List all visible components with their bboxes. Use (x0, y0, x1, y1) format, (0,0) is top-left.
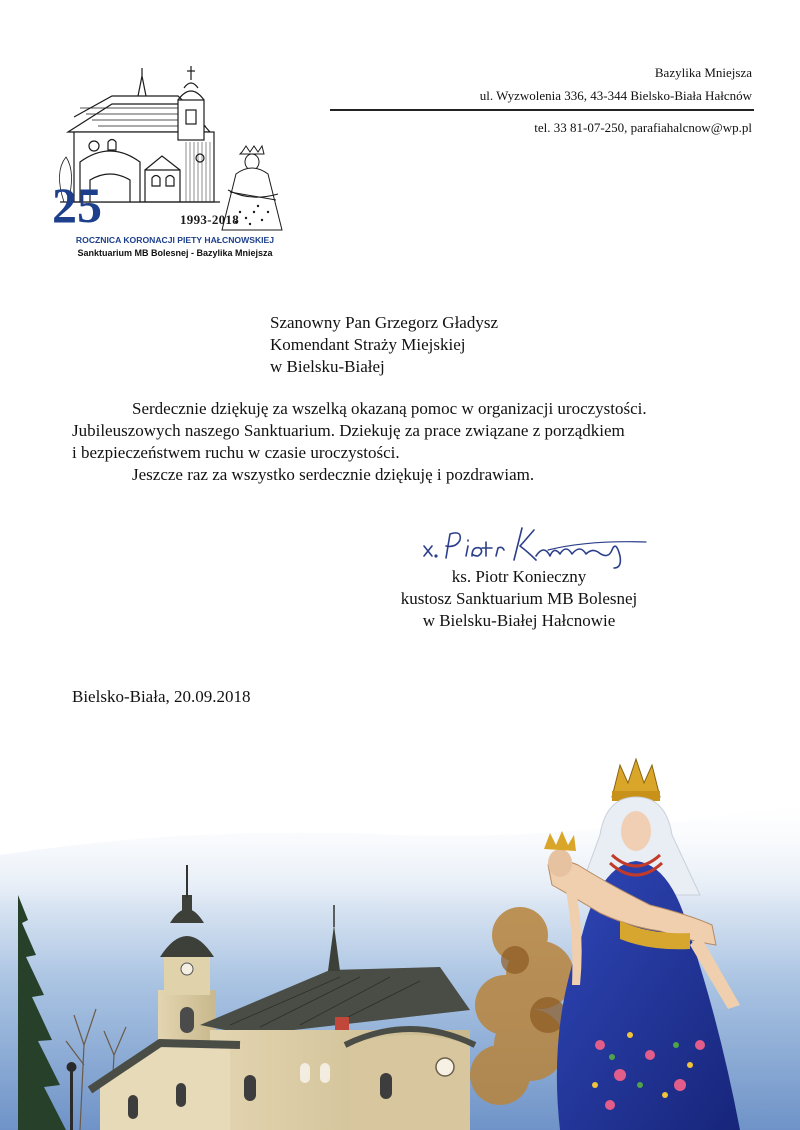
letter-body (72, 398, 647, 486)
body-line: i bezpieczeństwem ruchu w czasie uroczystości. (72, 443, 400, 462)
anniversary-logo (50, 62, 300, 267)
header-contact: tel. 33 81-07-250, parafiahalcnow@wp.pl (534, 120, 752, 135)
logo-caption-2: Sanktuarium MB Bolesnej - Bazylika Mniejsza (77, 248, 273, 258)
sender-block (388, 566, 650, 632)
body-line: Serdecznie dziękuję za wszelką okazaną pomoc w organizacji uroczystości. (132, 399, 647, 418)
body-line: Jubileuszowych naszego Sanktuarium. Dziekuję za prace związane z porządkiem (72, 421, 625, 440)
recipient-line: Komendant Straży Miejskiej (270, 335, 466, 354)
logo-caption-1: ROCZNICA KORONACJI PIETY HAŁCNOWSKIEJ (75, 235, 275, 245)
date-place: Bielsko-Biała, 20.09.2018 (72, 687, 251, 706)
sender-title: kustosz Sanktuarium MB Bolesnej (400, 589, 638, 608)
handwritten-signature (388, 520, 652, 572)
anniversary-number: 25 (52, 177, 102, 233)
header-divider (330, 109, 754, 111)
header-address: ul. Wyzwolenia 336, 43-344 Bielsko-Biała Hałcnów (479, 88, 752, 103)
recipient-block (270, 312, 498, 378)
body-line: Jeszcze raz za wszystko serdecznie dziękuję i pozdrawiam. (132, 465, 535, 484)
sender-location: w Bielsku-Białej Hałcnowie (422, 611, 616, 630)
recipient-line: w Bielsku-Białej (270, 357, 385, 376)
recipient-line: Szanowny Pan Grzegorz Gładysz (270, 313, 499, 332)
header-institution-name: Bazylika Mniejsza (654, 65, 752, 80)
church-and-pieta-photo (0, 745, 800, 1130)
sender-name: ks. Piotr Konieczny (451, 567, 587, 586)
anniversary-years: 1993-2018 (180, 212, 240, 227)
